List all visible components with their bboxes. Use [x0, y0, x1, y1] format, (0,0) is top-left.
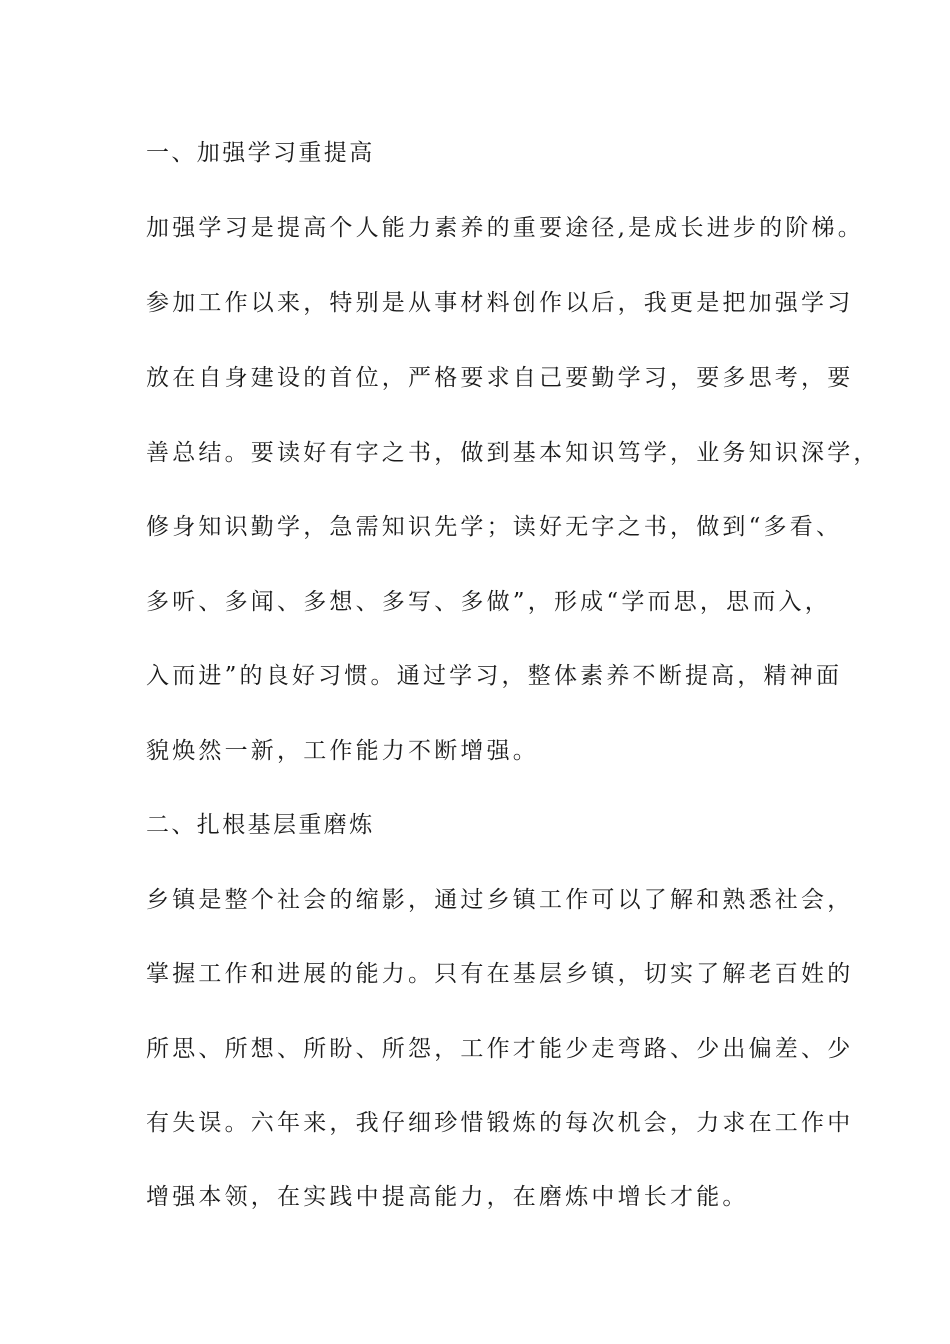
paragraph-line: 貌焕然一新，工作能力不断增强。 — [146, 738, 539, 764]
paragraph-line: 多听、多闻、多想、多写、多做”，形成“学而思，思而入， — [146, 589, 831, 615]
paragraph-line: 乡镇是整个社会的缩影，通过乡镇工作可以了解和熟悉社会， — [146, 887, 854, 913]
paragraph-line: 掌握工作和进展的能力。只有在基层乡镇，切实了解老百姓的 — [146, 961, 854, 987]
paragraph-line: 修身知识勤学，急需知识先学；读好无字之书，做到“多看、 — [146, 514, 843, 540]
section-heading: 一、加强学习重提高 — [146, 140, 375, 166]
paragraph-line: 有失误。六年来，我仔细珍惜锻炼的每次机会，力求在工作中 — [146, 1110, 854, 1136]
paragraph-line: 放在自身建设的首位，严格要求自己要勤学习，要多思考，要 — [146, 365, 854, 391]
paragraph-line: 参加工作以来，特别是从事材料创作以后，我更是把加强学习 — [146, 290, 854, 316]
paragraph-line: 增强本领，在实践中提高能力，在磨炼中增长才能。 — [146, 1184, 749, 1210]
section-heading: 二、扎根基层重磨炼 — [146, 812, 375, 838]
paragraph-line: 加强学习是提高个人能力素养的重要途径,是成长进步的阶梯。 — [146, 215, 864, 241]
paragraph-line: 善总结。要读好有字之书，做到基本知识笃学，业务知识深学， — [146, 440, 880, 466]
paragraph-line: 入而进”的良好习惯。通过学习，整体素养不断提高，精神面 — [146, 663, 843, 689]
paragraph-line: 所思、所想、所盼、所怨，工作才能少走弯路、少出偏差、少 — [146, 1036, 854, 1062]
